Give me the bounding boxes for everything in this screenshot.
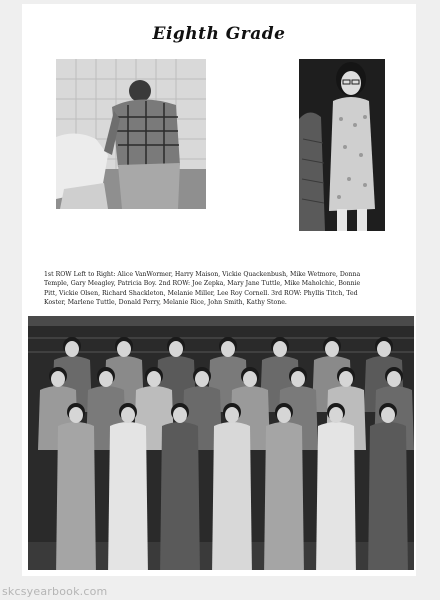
caption-line: 1st ROW Left to Right: Alice VanWormer, Harry Maison, Vickie Quackenbush, Mike Wetmore, Donna xyxy=(44,271,361,278)
class-group-image xyxy=(28,316,414,570)
girl-glasses-image xyxy=(299,59,385,231)
class-group-photo xyxy=(28,316,414,570)
caption-line: Temple, Gary Meagley, Patricia Boy. 2nd ROW: Joe Zepka, Mary Jane Tuttle, Mike Maholchic, Bonnie xyxy=(44,280,361,288)
boys-at-wall-image xyxy=(56,59,206,209)
yearbook-page xyxy=(22,4,416,576)
student-figure xyxy=(108,403,148,570)
site-watermark: skcsyearbook.com xyxy=(2,585,108,598)
student-figure xyxy=(160,403,200,570)
caption-line: Pitt, Vickie Olsen, Richard Shackleton, Melanie Miller, Lee Roy Cornell. 3rd ROW: Phyllis Titch, Ted xyxy=(44,289,358,297)
student-figure xyxy=(212,403,252,570)
student-figure xyxy=(368,403,408,570)
caption-line: Koster, Marlene Tuttle, Donald Perry, Melanie Rice, John Smith, Kathy Stone. xyxy=(44,299,287,307)
student-figure xyxy=(264,403,304,570)
candid-photo-right xyxy=(299,59,385,231)
page-title: Eighth Grade xyxy=(152,24,286,44)
candid-photo-left xyxy=(56,59,206,209)
names-caption xyxy=(44,270,404,308)
student-figure xyxy=(316,403,356,570)
student-figure xyxy=(56,403,96,570)
